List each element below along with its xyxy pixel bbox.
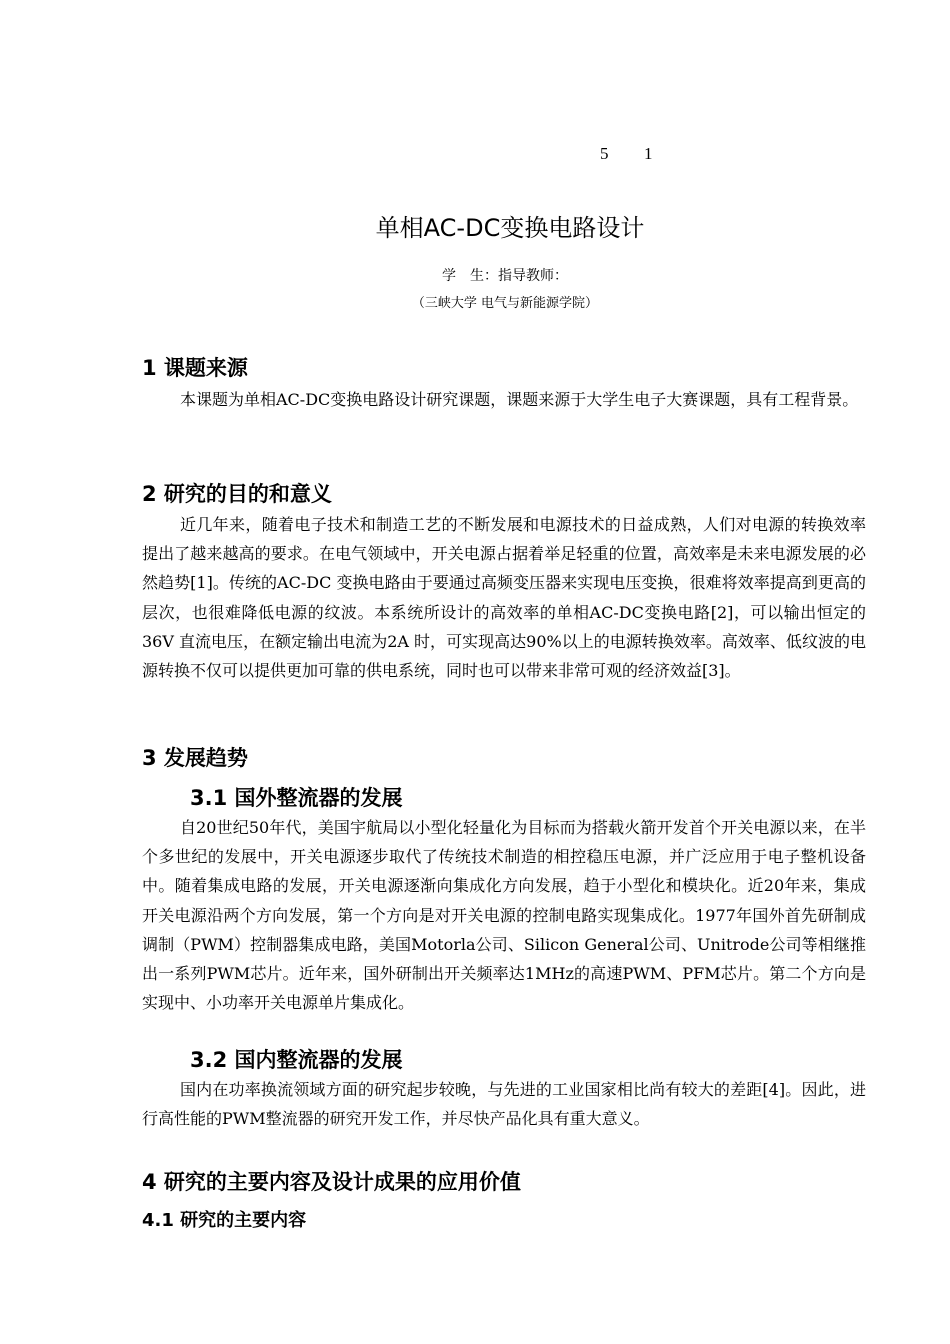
section-2-heading: 2 研究的目的和意义 bbox=[142, 482, 332, 506]
document-title: 单相AC-DC变换电路设计 bbox=[375, 214, 645, 243]
section-1-paragraph: 本课题为单相AC-DC变换电路设计研究课题，课题来源于大学生电子大赛课题，具有工程背景。 bbox=[180, 390, 859, 409]
section-3-heading: 3 发展趋势 bbox=[142, 746, 248, 770]
page-number bbox=[600, 144, 688, 164]
section-3-2-heading: 3.2 国内整流器的发展 bbox=[190, 1048, 403, 1072]
section-3-1-paragraph: 自20世纪50年代，美国宇航局以小型化轻量化为目标而为搭载火箭开发首个开关电源以来，在半个多世纪的发展中，开关电源逐步取代了传统技术制造的相控稳压电源，并广泛应用于电子整机设备中。随着集成电路的发展，开关电源逐渐向集成化方向发展，趋于小型化和模块化。近20年来，集成开关电源沿两个方向发展，第一个方向是对开关电源的控制电路实现集成化。1977年国外首先研制成调制（PWM）控制器集成电路，美国Motorla公司、Silicon General公司、Unitrode公司等相继推出一系列PWM芯片。近年来，国外研制出开关频率达1MHz的高速PWM、PFM芯片。第二个方向是实现中、小功率开关电源单片集成化。 bbox=[142, 818, 866, 1013]
page-number-left: 5 bbox=[600, 144, 609, 163]
affiliation: （三峡大学 电气与新能源学院） bbox=[411, 296, 599, 311]
section-4-heading: 4 研究的主要内容及设计成果的应用价值 bbox=[142, 1170, 521, 1194]
section-3-1-heading: 3.1 国外整流器的发展 bbox=[190, 786, 403, 810]
section-2-paragraph: 近几年来，随着电子技术和制造工艺的不断发展和电源技术的日益成熟，人们对电源的转换效率提出了越来越高的要求。在电气领域中，开关电源占据着举足轻重的位置，高效率是未来电源发展的必然趋势[1]。传统的AC-DC 变换电路由于要通过高频变压器来实现电压变换，很难将效率提高到更高的层次，也很难降低电源的纹波。本系统所设计的高效率的单相AC-DC变换电路[2]，可以输出恒定的36V 直流电压，在额定输出电流为2A 时，可实现高达90%以上的电源转换效率。高效率、低纹波的电源转换不仅可以提供更加可靠的供电系统，同时也可以带来非常可观的经济效益[3]。 bbox=[142, 515, 866, 681]
author-line: 学 生：指导教师： bbox=[442, 268, 568, 284]
page-number-right: 1 bbox=[644, 144, 653, 163]
section-4-1-heading: 4.1 研究的主要内容 bbox=[142, 1210, 307, 1231]
section-3-2-paragraph: 国内在功率换流领域方面的研究起步较晚，与先进的工业国家相比尚有较大的差距[4]。因此，进行高性能的PWM整流器的研究开发工作，并尽快产品化具有重大意义。 bbox=[142, 1080, 866, 1129]
section-1-heading: 1 课题来源 bbox=[142, 356, 248, 380]
